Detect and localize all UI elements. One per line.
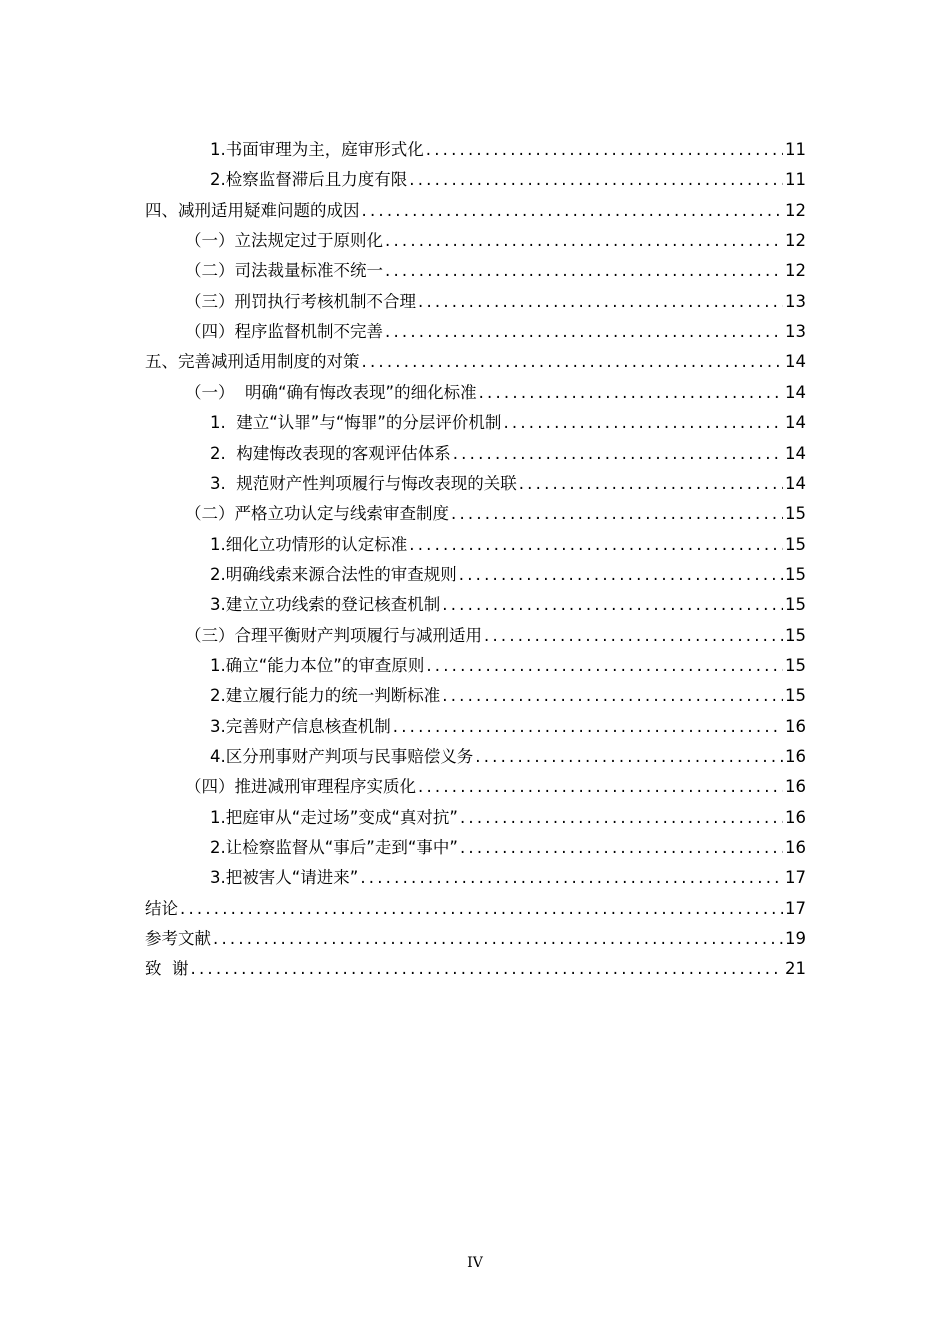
- toc-entry[interactable]: [0, 651, 806, 681]
- toc-entry[interactable]: [0, 803, 806, 833]
- toc-entry-title: 四、减刑适用疑难问题的成因: [145, 200, 360, 220]
- toc-dot-leader: [409, 530, 783, 560]
- toc-dot-leader: [519, 469, 783, 499]
- toc-entry[interactable]: [0, 287, 806, 317]
- toc-dot-leader: [459, 560, 783, 590]
- toc-entry[interactable]: [0, 560, 806, 590]
- toc-dot-leader: [426, 651, 783, 681]
- toc-entry[interactable]: [0, 469, 806, 499]
- toc-entry-page: 15: [785, 504, 806, 524]
- toc-entry-title: 2.检察监督滞后且力度有限: [210, 170, 408, 190]
- toc-entry-title: （四）程序监督机制不完善: [185, 322, 383, 342]
- toc-entry[interactable]: [0, 742, 806, 772]
- toc-dot-leader: [213, 924, 783, 954]
- toc-dot-leader: [393, 712, 783, 742]
- toc-entry-page: 17: [785, 868, 806, 888]
- toc-entry[interactable]: [0, 226, 806, 256]
- toc-entry-page: 12: [785, 261, 806, 281]
- toc-entry-title: 参考文献: [145, 929, 211, 949]
- toc-entry[interactable]: [0, 135, 806, 165]
- toc-entry-page: 16: [785, 716, 806, 736]
- toc-entry[interactable]: [0, 499, 806, 529]
- toc-entry-title: 2. 构建悔改表现的客观评估体系: [210, 443, 451, 463]
- toc-entry-title: 2.让检察监督从“事后”走到“事中”: [210, 838, 458, 858]
- toc-entry[interactable]: [0, 712, 806, 742]
- toc-entry-page: 12: [785, 200, 806, 220]
- toc-entry-title: 1.细化立功情形的认定标准: [210, 534, 408, 554]
- toc-entry-page: 15: [785, 655, 806, 675]
- toc-entry-page: 15: [785, 625, 806, 645]
- toc-entry[interactable]: [0, 833, 806, 863]
- toc-entry-title: 2.明确线索来源合法性的审查规则: [210, 564, 457, 584]
- toc-entry[interactable]: [0, 408, 806, 438]
- toc-entry[interactable]: [0, 165, 806, 195]
- toc-entry-title: （二）司法裁量标准不统一: [185, 261, 383, 281]
- toc-entry[interactable]: [0, 954, 806, 984]
- toc-entry-title: 结论: [145, 898, 178, 918]
- toc-dot-leader: [460, 803, 783, 833]
- toc-entry-page: 16: [785, 747, 806, 766]
- toc-dot-leader: [442, 590, 783, 620]
- toc-entry-title: 3.建立立功线索的登记核查机制: [210, 595, 441, 615]
- toc-entry-title: 3.把被害人“请进来”: [210, 868, 359, 888]
- toc-entry[interactable]: [0, 894, 806, 924]
- toc-entry-title: 1.书面审理为主，庭审形式化: [210, 140, 424, 159]
- toc-entry-title: （三）刑罚执行考核机制不合理: [185, 291, 416, 311]
- toc-entry-page: 21: [785, 959, 806, 979]
- toc-entry-title: 4.区分刑事财产判项与民事赔偿义务: [210, 747, 474, 766]
- toc-entry-page: 16: [785, 807, 806, 827]
- toc-entry-page: 15: [785, 595, 806, 615]
- toc-dot-leader: [191, 954, 784, 984]
- toc-entry-title: （一） 明确“确有悔改表现”的细化标准: [185, 382, 477, 402]
- toc-dot-leader: [460, 833, 783, 863]
- toc-dot-leader: [442, 681, 783, 711]
- toc-dot-leader: [484, 621, 783, 651]
- toc-entry[interactable]: [0, 347, 806, 377]
- toc-entry-page: 15: [785, 534, 806, 554]
- toc-dot-leader: [475, 742, 783, 772]
- toc-entry-page: 14: [785, 413, 806, 433]
- toc-dot-leader: [479, 378, 783, 408]
- toc-entry-page: 14: [785, 382, 806, 402]
- toc-dot-leader: [360, 863, 783, 893]
- page-number: IV: [467, 1255, 483, 1271]
- toc-dot-leader: [385, 317, 783, 347]
- toc-entry-page: 16: [785, 838, 806, 858]
- toc-dot-leader: [385, 256, 783, 286]
- toc-entry[interactable]: [0, 924, 806, 954]
- toc-entry-title: 3.完善财产信息核查机制: [210, 716, 391, 736]
- toc-entry[interactable]: [0, 681, 806, 711]
- toc-entry-page: 13: [785, 322, 806, 342]
- toc-entry-page: 16: [785, 777, 806, 797]
- toc-entry[interactable]: [0, 439, 806, 469]
- toc-entry-title: 1. 建立“认罪”与“悔罪”的分层评价机制: [210, 413, 502, 433]
- toc-entry-title: （一）立法规定过于原则化: [185, 231, 383, 251]
- toc-entry-title: 1.把庭审从“走过场”变成“真对抗”: [210, 807, 458, 827]
- toc-dot-leader: [418, 772, 783, 802]
- toc-entry-page: 15: [785, 686, 806, 706]
- toc-entry-page: 11: [785, 140, 806, 159]
- toc-dot-leader: [451, 499, 783, 529]
- toc-entry-title: （三）合理平衡财产判项履行与减刑适用: [185, 625, 482, 645]
- toc-entry-page: 12: [785, 231, 806, 251]
- toc-entry-page: 14: [785, 473, 806, 493]
- toc-dot-leader: [362, 196, 784, 226]
- toc-entry-page: 14: [785, 352, 806, 372]
- toc-dot-leader: [503, 408, 783, 438]
- toc-entry[interactable]: [0, 317, 806, 347]
- toc-entry-title: 2.建立履行能力的统一判断标准: [210, 686, 441, 706]
- toc-entry-title: 五、完善减刑适用制度的对策: [145, 352, 360, 372]
- toc-entry[interactable]: [0, 863, 806, 893]
- toc-entry-title: 1.确立“能力本位”的审查原则: [210, 655, 425, 675]
- toc-entry[interactable]: [0, 378, 806, 408]
- toc-dot-leader: [409, 165, 783, 195]
- toc-dot-leader: [385, 226, 783, 256]
- toc-entry-page: 11: [785, 170, 806, 190]
- toc-entry-page: 17: [785, 898, 806, 918]
- toc-entry-title: 致 谢: [145, 959, 189, 979]
- toc-dot-leader: [180, 894, 783, 924]
- toc-dot-leader: [426, 135, 783, 165]
- toc-entry-page: 14: [785, 443, 806, 463]
- toc-dot-leader: [453, 439, 783, 469]
- toc-entry-title: （二）严格立功认定与线索审查制度: [185, 504, 449, 524]
- toc-entry[interactable]: [0, 256, 806, 286]
- toc-entry-page: 13: [785, 291, 806, 311]
- toc-entry-title: （四）推进减刑审理程序实质化: [185, 777, 416, 797]
- toc-entry-page: 15: [785, 564, 806, 584]
- toc-entry-title: 3. 规范财产性判项履行与悔改表现的关联: [210, 473, 517, 493]
- toc-entry[interactable]: [0, 590, 806, 620]
- toc-entry[interactable]: [0, 772, 806, 802]
- toc-entry-page: 19: [785, 929, 806, 949]
- toc-entry[interactable]: [0, 196, 806, 226]
- toc-dot-leader: [418, 287, 783, 317]
- toc-entry[interactable]: [0, 530, 806, 560]
- toc-dot-leader: [362, 347, 784, 377]
- toc-entry[interactable]: [0, 621, 806, 651]
